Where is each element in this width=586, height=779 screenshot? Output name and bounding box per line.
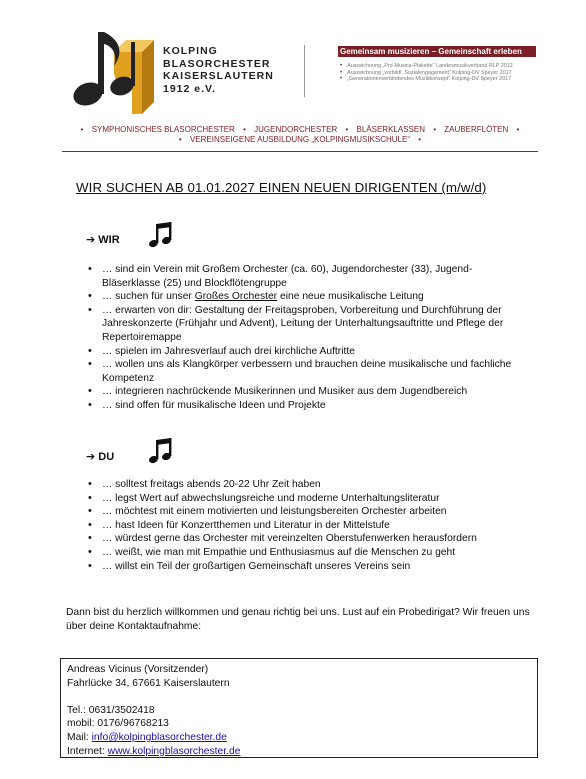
- nav-item-zauberfloeten[interactable]: ZAUBERFLÖTEN: [444, 125, 509, 134]
- list-item: • … integrieren nachrückende Musikerinnen und Musiker aus dem Jugendbereich: [88, 385, 528, 399]
- nav-item-symphonisches-blasorchester[interactable]: SYMPHONISCHES BLASORCHESTER: [91, 125, 235, 134]
- list-item-emphasis: Großes Orchester: [194, 291, 278, 303]
- page-title: WIR SUCHEN AB 01.01.2027 EINEN NEUEN DIRIGENTEN (m/w/d): [76, 180, 487, 195]
- du-list: [88, 478, 528, 573]
- list-item: • … sind offen für musikalische Ideen und Projekte: [88, 399, 528, 413]
- spacer: [67, 690, 531, 704]
- header-rule: [62, 151, 538, 152]
- slogan-banner: Gemeinsam musizieren – Gemeinschaft erleben: [338, 46, 536, 57]
- list-item-text: eine neue musikalische Leitung: [277, 291, 424, 303]
- website-link[interactable]: www.kolpingblasorchester.de: [107, 745, 241, 757]
- closing-paragraph: Dann bist du herzlich willkommen und genau richtig bei uns. Lust auf ein Probedirigat? Wir freuen uns über deine Kontaktaufnahme:: [66, 607, 530, 632]
- list-item: • … weißt, wie man mit Empathie und Enthusiasmus auf die Menschen zu geht: [88, 546, 528, 560]
- org-name-line: KAISERSLAUTERN: [163, 70, 274, 82]
- list-item: [88, 290, 528, 304]
- list-item: • … sind ein Verein mit Großem Orchester (ca. 60), Jugendorchester (33), Jugend-Bläserklasse (25) und Blockflötengruppe: [88, 263, 528, 290]
- nav-row-1: • SYMPHONISCHES BLASORCHESTER • JUGENDORCHESTER • BLÄSERKLASSEN • ZAUBERFLÖTEN •: [80, 125, 520, 134]
- list-item: • … hast Ideen für Konzertthemen und Literatur in der Mittelstufe: [88, 519, 528, 533]
- kolping-logo: [62, 22, 157, 117]
- list-item: • … willst ein Teil der großartigen Gemeinschaft unseres Vereins sein: [88, 560, 528, 574]
- music-note-icon: [148, 437, 174, 465]
- list-item: • … spielen im Jahresverlauf auch drei kirchliche Auftritte: [88, 345, 528, 359]
- section-heading-wir: ➔ WIR: [86, 234, 120, 246]
- wir-list: [88, 263, 528, 413]
- contact-web-row: [67, 745, 531, 759]
- mail-label: Mail:: [67, 731, 92, 743]
- contact-mail-row: [67, 731, 531, 745]
- org-name-line: BLASORCHESTER: [163, 57, 271, 70]
- list-item: • … solltest freitags abends 20-22 Uhr Zeit haben: [88, 478, 528, 492]
- music-note-icon: [148, 221, 174, 249]
- list-item: • … möchtest mit einem motivierten und leistungsbereiten Orchester arbeiten: [88, 505, 528, 519]
- list-item-text: … suchen für unser: [102, 291, 195, 303]
- list-item: • … legst Wert auf abwechslungsreiche und moderne Unterhaltungsliteratur: [88, 492, 528, 506]
- contact-box: [60, 658, 538, 758]
- contact-address: Fahrlücke 34, 67661 Kaiserslautern: [67, 677, 230, 689]
- web-label: Internet:: [67, 745, 108, 757]
- awards-list: [340, 63, 513, 83]
- org-name: [163, 45, 274, 95]
- list-item: • … würdest gerne das Orchester mit vereinzelten Oberstufenwerken herausfordern: [88, 532, 528, 546]
- nav-row-2: • VEREINSEIGENE AUSBILDUNG „KOLPINGMUSIKSCHULE“ •: [178, 135, 422, 144]
- list-item: • … erwarten von dir: Gestaltung der Freitagsproben, Vorbereitung und Durchführung der Jahreskonzerte (Frühjahr und Advent), Leitung der Unterhaltungsauftritte und Pflege der Repertoiremappe: [88, 304, 528, 345]
- org-name-line: KOLPING: [163, 45, 218, 57]
- header-divider: [304, 45, 305, 97]
- contact-tel: Tel.: 0631/3502418: [67, 704, 155, 716]
- award-item: • „Generationenverbindendes Musikkonzept“ Kolping-DV Speyer 2017: [340, 76, 513, 83]
- section-heading-du: ➔ DU: [86, 451, 115, 463]
- list-item: • … wollen uns als Klangkörper verbessern und brauchen deine musikalische und fachliche Kompetenz: [88, 358, 528, 385]
- email-link[interactable]: info@kolpingblasorchester.de: [91, 731, 227, 743]
- award-item: • Auszeichnung „Pro-Musica-Plakette“ Landesmusikverband RLP 2012: [340, 63, 513, 70]
- contact-mobil: mobil: 0176/96768213: [67, 718, 169, 730]
- nav-item-vereinseigene-ausbildung[interactable]: VEREINSEIGENE AUSBILDUNG „KOLPINGMUSIKSCHULE“: [189, 135, 411, 144]
- award-item: • Auszeichnung „vorbildl. Sozialengagement“ Kolping-DV Speyer 2017: [340, 70, 513, 77]
- contact-name: Andreas Vicinus (Vorsitzender): [67, 664, 209, 675]
- nav-item-blaeserklassen[interactable]: BLÄSERKLASSEN: [356, 125, 425, 134]
- nav-item-jugendorchester[interactable]: JUGENDORCHESTER: [254, 125, 338, 134]
- org-name-line: 1912 e.V.: [163, 82, 216, 95]
